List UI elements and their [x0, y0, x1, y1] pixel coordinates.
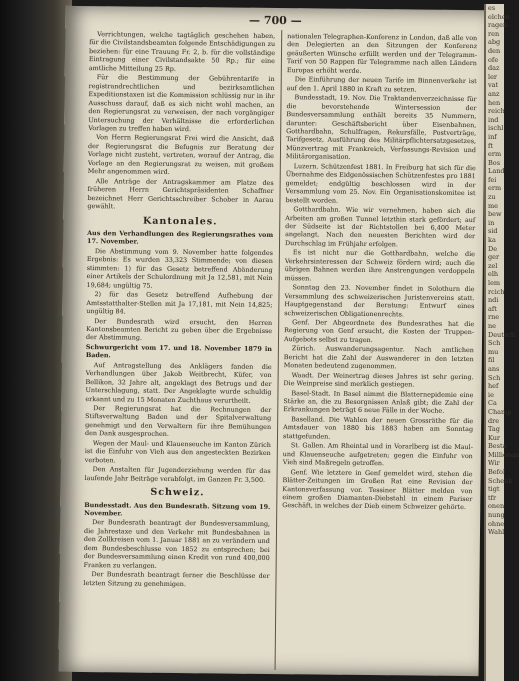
paragraph: Aus den Verhandlungen des Regierungsrathes vom 17. November. [86, 229, 274, 247]
adjacent-page-fragment: tfr [488, 493, 497, 502]
adjacent-page-edge [484, 4, 519, 681]
adjacent-page-fragment: fei [488, 175, 497, 184]
adjacent-page-fragment: in [488, 218, 495, 227]
paragraph: Der Bundesrath wird ersucht, den Herren Kantonsbeamten Bericht zu geben über die Ergebnisse der Abstimmung. [85, 316, 273, 343]
right-column [282, 32, 477, 513]
adjacent-page-fragment: tigt [488, 485, 500, 494]
paragraph: nationalen Telegraphen-Konferenz in London, daß alle von den Delegierten an den Sitzungen der Konferenz geäußerten Wünsche erfüllt werden und der Telegramm-Tarif von 50 Rappen für Telegramme nach allen Ländern Europas erhöht werde. [286, 32, 478, 75]
adjacent-page-fragment: Kur [488, 433, 501, 442]
adjacent-page-fragment: dre [488, 416, 500, 425]
adjacent-page-fragment: fil [488, 356, 495, 365]
adjacent-page-fragment: ler [488, 72, 498, 81]
adjacent-page-fragment: hef [488, 382, 499, 391]
adjacent-page-fragment: ft [488, 141, 494, 150]
adjacent-page-fragment: Champ [488, 407, 512, 416]
adjacent-page-fragment: den [488, 46, 501, 55]
adjacent-page-fragment: vat [488, 81, 499, 90]
adjacent-page-fragment: onen [488, 502, 505, 511]
adjacent-page-fragment: erm [488, 150, 502, 159]
paragraph: Den Anstalten für Jugenderziehung werden für das laufende Jahr Beiträge verabfolgt, im Ganzen Fr. 3,500. [84, 465, 271, 484]
adjacent-page-fragment: ans [488, 364, 500, 373]
paragraph: Der Regierungsrat hat die Rechnungen der Stiftsverwaltung Baden und der Spitalverwaltung genehmigt und den Verwaltern für ihre Bemühungen den Dank ausgesprochen. [84, 404, 272, 439]
adjacent-page-fragment: bew [488, 210, 502, 219]
paragraph: Waadt. Der Weinertrag dieses Jahres ist sehr gering. Die Weinpreise sind merklich gestiegen. [283, 370, 474, 389]
adjacent-page-fragment: mu [488, 347, 499, 356]
adjacent-page-fragment: Ca [488, 399, 497, 408]
adjacent-page-fragment: De [488, 244, 498, 253]
adjacent-page-fragment: reich [488, 107, 505, 116]
adjacent-page-fragment: Sch [488, 373, 501, 382]
adjacent-page-fragment: aft [488, 304, 497, 313]
adjacent-page-fragment: ie [488, 390, 494, 399]
adjacent-page-fragment: ka [488, 236, 496, 245]
paragraph: Es ist nicht nur die Gotthardbahn, welche die Verkehrsinteressen der Schweiz fördern wird; auch die übrigen Bahnen werden ihre Anstrengungen verdoppeln müssen. [284, 248, 475, 283]
newspaper-page [59, 6, 486, 676]
adjacent-page-fragment: Land [488, 167, 505, 176]
paragraph: Basel-Stadt. In Basel nimmt die Blatternepidemie eine Stärke an, die zu Besorgnissen Anlaß gibt; die Zahl der Erkrankungen beträgt 6 neue Fälle in der Woche. [283, 388, 474, 416]
adjacent-page-fragment: ragen [488, 21, 508, 30]
adjacent-page-fragment: Tag [488, 425, 500, 434]
paragraph: Bundesstadt. Aus den Bundesrath. Sitzung vom 19. November. [84, 500, 271, 518]
adjacent-page-fragment: me [488, 201, 499, 210]
paragraph: Von Herrn Regierungsrat Frei wird die Ansicht, daß der Regierungsrat die Befugnis zur Beratung der Vorlage nicht zusteht, vertreten, worauf der Antrag, die Vorlage an den Regierungsrat zu weisen, mit großem Mehr angenommen wird. [87, 133, 275, 177]
adjacent-page-fragment: sid [488, 227, 498, 236]
adjacent-page-fragment: ohne [488, 519, 505, 528]
adjacent-page-fragment: hen [488, 98, 501, 107]
adjacent-page-fragment: Besta [488, 442, 507, 451]
adjacent-page-fragment: Wir [488, 459, 500, 468]
paragraph: Alle Anträge der Antragskammer am Platze des früheren Herrn Gerichtspräsidenten Schaffner bezeichnet Herr Gerichtsschreiber Schober in Aarau gewählt. [87, 176, 274, 211]
adjacent-page-fragment: ger [488, 253, 500, 262]
paragraph: 2) für das Gesetz betreffend Aufhebung der Amtsstatthalter-Stellen mit Ja 17,181, mit Nein 14,825; ungültig 84. [86, 290, 273, 316]
paragraph: Wegen der Maul- und Klauenseuche im Kanton Zürich ist die Einfuhr von Vieh aus den angesteckten Bezirken verboten. [84, 438, 271, 465]
paragraph: Verrichtungen, welche tagtäglich geschehen haben, für die Civilstandsbeamten folgende Entschädigungen zu beziehen: für eine Trauung Fr. 2, b. für die vollständige Eintragung einer Civilstandsakte 50 Rp.; für eine amtliche Mitteilung 25 Rp. [88, 30, 276, 73]
paragraph: Genf. Der Abgeordnete des Bundesrathes hat die Regierung von Genf ersucht, die Kosten der Truppen-Aufgebots selbst zu tragen. [283, 318, 475, 344]
adjacent-page-fragment: es [488, 4, 496, 12]
adjacent-page-fragment: Befol [488, 468, 506, 477]
paragraph: St. Gallen. Am Rheintal und in Vorarlberg ist die Maul- und Klauenseuche aufgetreten; gegen die Einfuhr von Vieh sind Maßregeln getroffen. [282, 441, 473, 468]
adjacent-page-fragment: ne [488, 321, 497, 330]
paragraph: Gotthardbahn. Wie wir vernehmen, haben sich die Arbeiten am großen Tunnel letzthin stark gefördert; auf der Südseite ist der Richtstollen bei 6,400 Meter angelangt. Nach den neuesten Berichten wird der Durchschlag im Frühjahr erfolgen. [284, 205, 476, 249]
adjacent-page-fragment: nung [488, 511, 505, 520]
page-number: — 700 — [248, 13, 302, 28]
paragraph: Zürich. Auswanderungsagentur. Nach amtlichen Bericht hat die Zahl der Auswanderer in den letzten Monaten bedeutend zugenommen. [283, 344, 474, 371]
section-heading-schweiz: Schweiz. [150, 486, 205, 499]
paragraph: Für die Bestimmung der Gebührentarife in registrandrechtlichen und bezirksamtlichen Expeditionstaxen ist die Kommission schlüssig nur in ihr Ausschuss darauf, daß es sich nicht wohl machen, an den Regierungsrat zu verweisen, der nach vorgängiger Untersuchung der Verhältnisse die erforderlichen Vorlagen zu treffen haben wird. [88, 73, 275, 134]
adjacent-page-fragment: ren [488, 29, 500, 38]
paragraph: Baselland. Die Wahlen der neuen Grossräthe für die Amtsdauer von 1880 bis 1883 haben am Sonntag stattgefunden. [282, 415, 474, 441]
paragraph: Bundesstadt, 19. Nov. Die Traktandenverzeichnisse für die bevorstehende Wintersession der Bundesversammlung enthält bereits 35 Nummern, darunter: Geschäftsbericht über Eisenbahnen, Gotthardbahn, Schulfragen, Rekursfälle, Postverträge, Tarifgesetz, Ausführung des Militärpflichtersatzgesetzes, Münzvertrag mit Frankreich, Verfassungs-Revision und Militärorganisation. [285, 93, 477, 162]
adjacent-page-fragment: ndi [488, 296, 499, 305]
adjacent-page-fragment: rne [488, 313, 500, 322]
adjacent-page-fragment: daz [488, 64, 500, 73]
adjacent-page-fragment: abg [488, 38, 501, 47]
adjacent-page-fragment: Sch [488, 339, 501, 348]
paragraph: Die Einführung der neuen Tarife im Binnenverkehr ist auf den 1. April 1880 in Kraft zu setzen. [286, 75, 477, 94]
paragraph: Genf. Wie letztere in Genf gemeldet wird, stehen die Blätter-Zeitungen im Großen Rat eine Revision der Kantonsverfassung vor. Tessiner Blätter melden von einem großen Diamanten-Diebstahl in einem Pariser Geschäft, in welches der Dieb einem Schweizer gehörte. [282, 467, 473, 512]
paragraph: Die Abstimmung vom 9. November hatte folgendes Ergebnis: Es wurden 33,323 Stimmende; von diesen stimmten: 1) für das Gesetz betreffend Abänderung einer Artikels der Schulordnung mit Ja 12,581, mit Nein 19,684; ungültig 75. [86, 247, 273, 290]
adjacent-page-fragment: Bos [488, 158, 501, 167]
adjacent-page-fragment: ischl [488, 124, 504, 133]
adjacent-page-fragment: elchen [488, 12, 510, 21]
adjacent-page-fragment: Wahl [488, 528, 505, 537]
adjacent-page-fragment: zu [488, 193, 496, 202]
adjacent-page-fragment: lem [488, 279, 501, 287]
adjacent-page-fragment: rcich [488, 287, 505, 296]
paragraph: Auf Antragstellung des Anklägers fanden die Verhandlungen über Jakob Weitbrecht, Küfer, von Bellikon, 32 Jahre alt, angeklagt des Betrugs und der Unterschlagung, statt. Der Angeklagte wurde schuldig erkannt und zu 15 Monaten Zuchthaus verurtheilt. [85, 360, 272, 405]
adjacent-page-fragment: ind [488, 115, 499, 124]
adjacent-page-fragment: inf [488, 132, 497, 141]
adjacent-page-fragment: Schenk [488, 476, 513, 485]
paragraph: Schwurgericht vom 17. und 18. November 1879 in Baden. [85, 342, 272, 360]
adjacent-page-fragment: erm [488, 184, 502, 193]
left-column [83, 30, 275, 590]
paragraph: Luzern. Schützenfest 1881. In Freiburg hat sich für die Übernahme des Eidgenössischen Schützenfestes pro 1881 gemeldet; endgültig beschlossen wird in der Versammlung vom 25. Nov. Ein Organisationskomitee ist bestellt worden. [285, 162, 476, 205]
section-heading-cantonal: Kantonales. [142, 215, 218, 227]
adjacent-page-fragment: zel [488, 261, 498, 270]
adjacent-page-fragment: ofe [488, 55, 499, 64]
adjacent-page-fragment: elh [488, 270, 499, 279]
column-divider [275, 30, 283, 670]
adjacent-page-fragment: Deutsch [488, 330, 516, 339]
paragraph: Der Bundesrath beantragt ferner die Beschlüsse der letzten Sitzung zu genehmigen. [83, 570, 270, 588]
adjacent-page-fragment: Millionen [488, 450, 519, 459]
adjacent-page-fragment: anz [488, 89, 500, 98]
paragraph: Der Bundesrath beantragt der Bundesversammlung, die Jahrestaxe und den Verkehr mit Bundesbahnen in den Zollkreisen vom 1. Januar 1881 an zu verändern und dem Bundesbeschlusse von 1852 zu entsprechen; bei der Bundesversammlung einen Kredit von rund 400,000 Franken zu verlangen. [83, 518, 271, 570]
paragraph: Sonntag den 23. November findet in Solothurn die Versammlung des schweizerischen Juristenvereins statt. Hauptgegenstand der Beratung: Entwurf eines schweizerischen Obligationenrechts. [284, 283, 475, 318]
